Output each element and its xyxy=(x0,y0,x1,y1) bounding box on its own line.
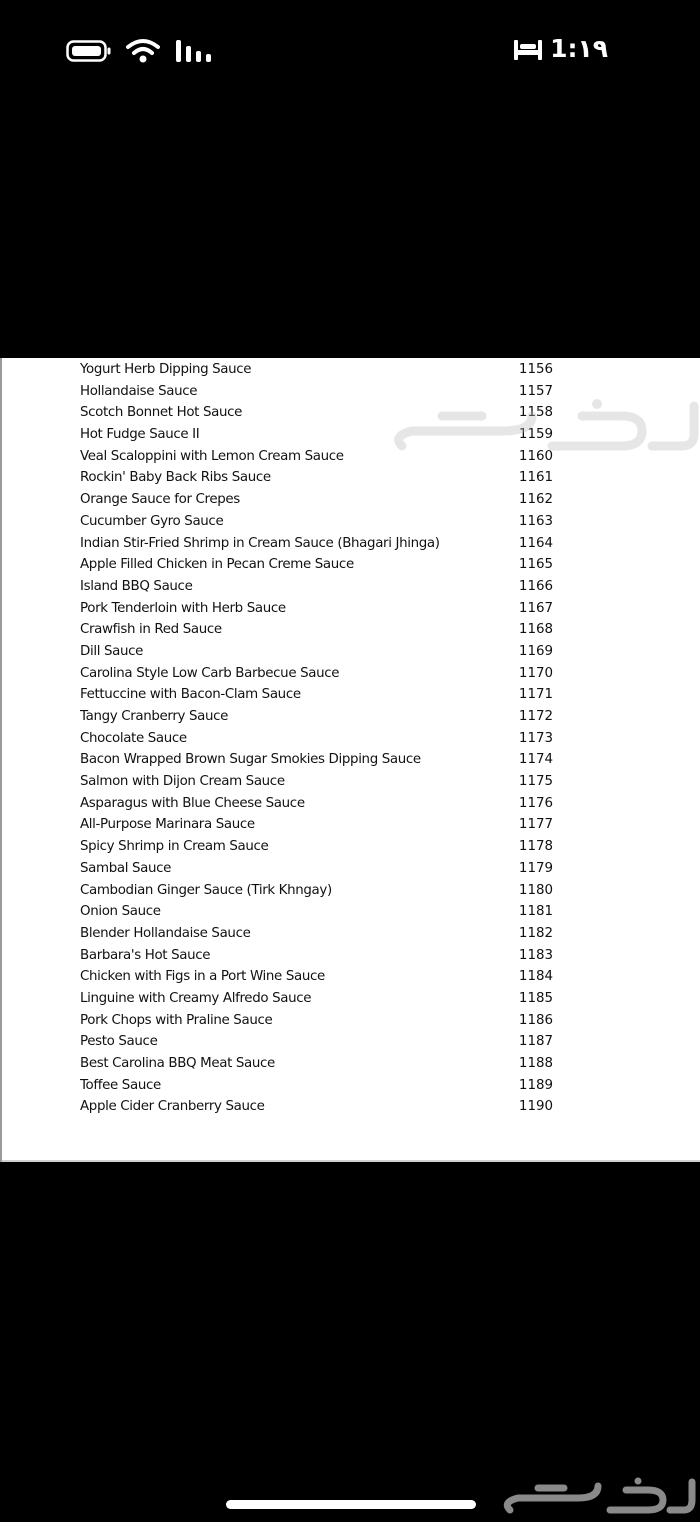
recipe-page-number: 1176 xyxy=(518,795,553,811)
recipe-page-number: 1170 xyxy=(518,665,553,681)
list-item xyxy=(80,836,560,858)
list-item xyxy=(80,684,560,706)
list-item xyxy=(80,1010,560,1032)
haraj-logo-icon xyxy=(498,1476,698,1520)
recipe-page-number: 1160 xyxy=(518,448,553,464)
recipe-page-number: 1184 xyxy=(518,969,553,985)
home-indicator[interactable] xyxy=(226,1500,476,1509)
list-item xyxy=(80,814,560,836)
list-item xyxy=(80,619,560,641)
recipe-page-number: 1190 xyxy=(518,1099,553,1115)
recipe-name: Yogurt Herb Dipping Sauce xyxy=(80,362,252,377)
recipe-page-number: 1175 xyxy=(518,774,553,790)
list-item xyxy=(80,966,560,988)
list-item xyxy=(80,1096,560,1118)
recipe-name: Orange Sauce for Crepes xyxy=(80,492,240,508)
list-item xyxy=(80,663,560,685)
list-item xyxy=(80,598,560,620)
recipe-name: Cambodian Ginger Sauce (Tirk Khngay) xyxy=(80,882,332,898)
recipe-page-number: 1182 xyxy=(518,925,553,941)
recipe-name: Hot Fudge Sauce II xyxy=(80,427,200,443)
recipe-name: Sambal Sauce xyxy=(80,860,172,876)
recipe-page-number: 1186 xyxy=(518,1012,553,1028)
status-bar xyxy=(0,0,700,100)
recipe-name: Pesto Sauce xyxy=(80,1034,158,1050)
recipe-name: Veal Scaloppini with Lemon Cream Sauce xyxy=(80,448,344,464)
recipe-name: Hollandaise Sauce xyxy=(80,383,198,399)
recipe-name: Blender Hollandaise Sauce xyxy=(80,925,251,941)
recipe-index-document xyxy=(0,358,700,1162)
recipe-page-number: 1157 xyxy=(518,383,553,399)
recipe-page-number: 1189 xyxy=(518,1077,553,1093)
list-item xyxy=(80,511,560,533)
recipe-name: Onion Sauce xyxy=(80,904,161,920)
recipe-page-number: 1169 xyxy=(518,643,553,659)
recipe-page-number: 1172 xyxy=(518,709,553,724)
recipe-name: Carolina Style Low Carb Barbecue Sauce xyxy=(80,665,340,681)
list-item xyxy=(80,1031,560,1053)
recipe-list xyxy=(80,359,560,1118)
recipe-page-number: 1180 xyxy=(518,882,553,898)
signal-icon xyxy=(174,39,212,63)
recipe-name: Best Carolina BBQ Meat Sauce xyxy=(80,1056,275,1071)
recipe-page-number: 1161 xyxy=(518,470,553,486)
recipe-name: Salmon with Dijon Cream Sauce xyxy=(80,774,285,790)
list-item xyxy=(80,923,560,945)
recipe-name: Chicken with Figs in a Port Wine Sauce xyxy=(80,969,325,985)
recipe-page-number: 1162 xyxy=(518,492,553,508)
recipe-page-number: 1159 xyxy=(518,427,553,443)
recipe-page-number: 1173 xyxy=(518,730,553,746)
list-item xyxy=(80,945,560,967)
status-icons-left xyxy=(66,38,212,64)
list-item xyxy=(80,793,560,815)
recipe-name: Apple Filled Chicken in Pecan Creme Sauce xyxy=(80,557,354,573)
list-item xyxy=(80,1053,560,1075)
wifi-icon xyxy=(126,38,160,64)
bed-icon xyxy=(512,36,544,62)
list-item xyxy=(80,901,560,923)
recipe-page-number: 1163 xyxy=(518,513,553,529)
recipe-page-number: 1177 xyxy=(518,817,553,833)
recipe-name: Fettuccine with Bacon-Clam Sauce xyxy=(80,687,301,703)
recipe-name: Dill Sauce xyxy=(80,643,144,659)
recipe-name: Pork Chops with Praline Sauce xyxy=(80,1012,273,1028)
list-item xyxy=(80,880,560,902)
document-bottom-edge xyxy=(2,1160,700,1162)
recipe-page-number: 1174 xyxy=(518,752,553,768)
list-item xyxy=(80,359,560,381)
recipe-name: Tangy Cranberry Sauce xyxy=(80,709,229,724)
list-item xyxy=(80,728,560,750)
list-item xyxy=(80,1075,560,1097)
list-item xyxy=(80,467,560,489)
status-icons-right xyxy=(512,34,608,63)
list-item xyxy=(80,641,560,663)
recipe-page-number: 1158 xyxy=(518,405,553,421)
battery-icon xyxy=(66,39,112,63)
recipe-name: Pork Tenderloin with Herb Sauce xyxy=(80,600,286,616)
recipe-name: Toffee Sauce xyxy=(80,1077,161,1093)
recipe-name: Island BBQ Sauce xyxy=(80,578,193,594)
recipe-page-number: 1165 xyxy=(518,557,553,573)
list-item xyxy=(80,554,560,576)
recipe-name: Scotch Bonnet Hot Sauce xyxy=(80,405,243,421)
list-item xyxy=(80,489,560,511)
recipe-name: Cucumber Gyro Sauce xyxy=(80,513,224,529)
recipe-page-number: 1171 xyxy=(518,687,553,703)
list-item xyxy=(80,749,560,771)
recipe-name: Chocolate Sauce xyxy=(80,730,187,746)
recipe-page-number: 1181 xyxy=(518,904,553,920)
recipe-page-number: 1185 xyxy=(518,990,553,1006)
recipe-name: Linguine with Creamy Alfredo Sauce xyxy=(80,990,312,1006)
recipe-page-number: 1188 xyxy=(518,1056,553,1071)
recipe-name: Rockin' Baby Back Ribs Sauce xyxy=(80,470,271,486)
list-item xyxy=(80,576,560,598)
haraj-watermark-icon xyxy=(382,396,700,456)
recipe-page-number: 1167 xyxy=(518,600,553,616)
recipe-name: Asparagus with Blue Cheese Sauce xyxy=(80,795,305,811)
list-item xyxy=(80,706,560,728)
list-item xyxy=(80,771,560,793)
recipe-name: Apple Cider Cranberry Sauce xyxy=(80,1099,265,1115)
recipe-page-number: 1179 xyxy=(518,860,553,876)
list-item xyxy=(80,858,560,880)
recipe-name: Crawfish in Red Sauce xyxy=(80,622,222,638)
recipe-name: All-Purpose Marinara Sauce xyxy=(80,817,255,833)
recipe-page-number: 1166 xyxy=(518,578,553,594)
list-item xyxy=(80,988,560,1010)
recipe-page-number: 1183 xyxy=(518,947,553,963)
recipe-name: Bacon Wrapped Brown Sugar Smokies Dipping Sauce xyxy=(80,752,421,768)
recipe-name: Barbara's Hot Sauce xyxy=(80,947,211,963)
recipe-name: Indian Stir-Fried Shrimp in Cream Sauce (Bhagari Jhinga) xyxy=(80,535,440,551)
recipe-page-number: 1156 xyxy=(518,362,553,377)
recipe-page-number: 1164 xyxy=(518,535,553,551)
recipe-page-number: 1178 xyxy=(518,839,553,855)
list-item xyxy=(80,533,560,555)
recipe-page-number: 1168 xyxy=(518,622,553,638)
clock-time: 1:١٩ xyxy=(550,34,608,63)
recipe-page-number: 1187 xyxy=(518,1034,553,1050)
recipe-name: Spicy Shrimp in Cream Sauce xyxy=(80,839,269,855)
